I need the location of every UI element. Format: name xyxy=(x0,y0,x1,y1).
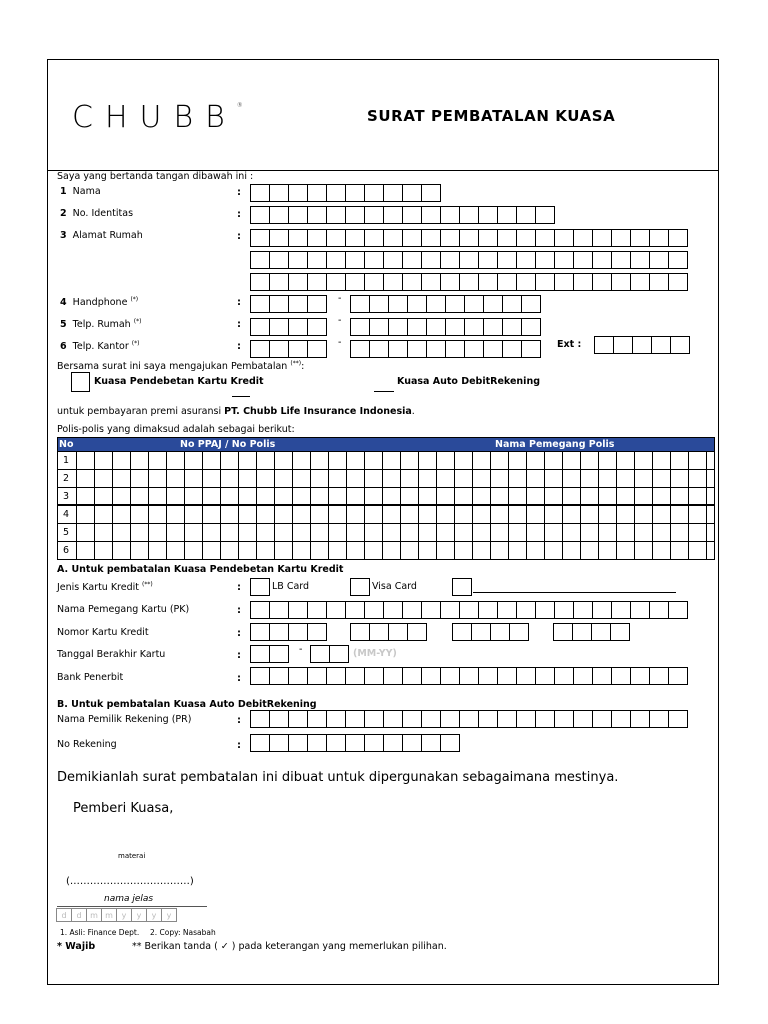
date-top-line xyxy=(57,906,207,907)
signature-date-boxes[interactable] xyxy=(57,908,177,922)
row-number: 4 xyxy=(63,509,70,520)
row-number: 6 xyxy=(63,545,70,556)
row-number: 1 xyxy=(63,455,70,466)
intro-text: Saya yang bertanda tangan dibawah ini : xyxy=(57,171,254,182)
telp-kantor-dash: - xyxy=(338,337,342,348)
telp-rumah-dash: - xyxy=(338,315,342,326)
handphone-number-boxes[interactable] xyxy=(350,295,541,313)
tanggal-year-boxes[interactable] xyxy=(310,645,349,663)
telp-kantor-prefix-boxes[interactable] xyxy=(250,340,327,358)
copy-nasabah: 2. Copy: Nasabah xyxy=(150,928,216,937)
telp-kantor-colon: : xyxy=(237,341,241,352)
policy-row[interactable] xyxy=(57,542,715,560)
bank-boxes[interactable] xyxy=(250,667,688,685)
kuasa-kartu-underline xyxy=(232,396,250,397)
date-box: y xyxy=(116,908,132,922)
row-grid xyxy=(76,542,714,559)
row-number: 2 xyxy=(63,473,70,484)
tanggal-month-boxes[interactable] xyxy=(250,645,289,663)
identitas-colon: : xyxy=(237,209,241,220)
handphone-prefix-boxes[interactable] xyxy=(250,295,327,313)
nomor-group-4[interactable] xyxy=(553,623,630,641)
date-box: y xyxy=(131,908,147,922)
bank-colon: : xyxy=(237,673,241,684)
kuasa-kartu-label: Kuasa Pendebetan Kartu Kredit xyxy=(94,376,264,387)
kuasa-kartu-checkbox[interactable] xyxy=(71,372,90,392)
tanggal-label: Tanggal Berakhir Kartu xyxy=(57,649,166,660)
ext-boxes[interactable] xyxy=(594,336,690,354)
other-card-line[interactable] xyxy=(473,592,676,593)
telp-rumah-label: 5 Telp. Rumah (*) xyxy=(60,318,142,331)
row-number: 5 xyxy=(63,527,70,538)
section-b-title: B. Untuk pembatalan Kuasa Auto DebitRekening xyxy=(57,699,317,710)
nama-pr-label: Nama Pemilik Rekening (PR) xyxy=(57,714,192,725)
tanggal-colon: : xyxy=(237,650,241,661)
identitas-label: 2 No. Identitas xyxy=(60,208,134,219)
alamat-boxes-2[interactable] xyxy=(250,251,688,269)
request-text: Bersama surat ini saya mengajukan Pembatalan (**): xyxy=(57,360,305,373)
alamat-boxes-3[interactable] xyxy=(250,273,688,291)
header-nama-pemegang: Nama Pemegang Polis xyxy=(495,439,615,450)
nama-pk-colon: : xyxy=(237,605,241,616)
handphone-dash: - xyxy=(338,293,342,304)
row-grid xyxy=(76,524,714,541)
nama-label: 1 Nama xyxy=(60,186,101,197)
nama-pk-boxes[interactable] xyxy=(250,601,688,619)
ext-label: Ext : xyxy=(557,339,582,350)
telp-kantor-number-boxes[interactable] xyxy=(350,340,541,358)
nomor-group-2[interactable] xyxy=(350,623,427,641)
signature-line[interactable]: (………………………………) xyxy=(66,876,194,887)
nama-jelas-label: nama jelas xyxy=(104,894,154,904)
date-box: d xyxy=(56,908,72,922)
policy-row[interactable] xyxy=(57,452,715,470)
pemberi-kuasa-label: Pemberi Kuasa, xyxy=(73,801,174,816)
rekening-label: No Rekening xyxy=(57,739,117,750)
materai-label: materai xyxy=(118,852,146,860)
header-no: No xyxy=(59,439,74,450)
nama-pr-boxes[interactable] xyxy=(250,710,688,728)
nomor-group-3[interactable] xyxy=(452,623,529,641)
row-grid xyxy=(76,470,714,487)
rekening-boxes[interactable] xyxy=(250,734,460,752)
alamat-colon: : xyxy=(237,231,241,242)
telp-rumah-prefix-boxes[interactable] xyxy=(250,318,327,336)
nomor-group-1[interactable] xyxy=(250,623,327,641)
rekening-colon: : xyxy=(237,740,241,751)
footnote-wajib: * Wajib xyxy=(57,941,96,952)
policies-intro: Polis-polis yang dimaksud adalah sebagai berikut: xyxy=(57,424,295,435)
nomor-colon: : xyxy=(237,628,241,639)
form-title: SURAT PEMBATALAN KUASA xyxy=(367,107,616,125)
row-number: 3 xyxy=(63,491,70,502)
policy-row[interactable] xyxy=(57,470,715,488)
row-grid xyxy=(76,488,714,504)
identitas-boxes[interactable] xyxy=(250,206,555,224)
date-box: m xyxy=(86,908,102,922)
row-grid xyxy=(76,452,714,469)
policy-row[interactable] xyxy=(57,524,715,542)
copy-asli: 1. Asli: Finance Dept. xyxy=(60,928,140,937)
tanggal-dash: - xyxy=(299,644,303,655)
jenis-kartu-label: Jenis Kartu Kredit (**) xyxy=(57,581,153,594)
tanggal-hint: (MM-YY) xyxy=(353,648,397,659)
other-card-checkbox[interactable] xyxy=(452,578,472,596)
date-box: m xyxy=(101,908,117,922)
date-box: y xyxy=(161,908,177,922)
telp-rumah-colon: : xyxy=(237,319,241,330)
bank-label: Bank Penerbit xyxy=(57,672,124,683)
visa-card-label: Visa Card xyxy=(372,581,417,592)
policy-row[interactable] xyxy=(57,506,715,524)
section-a-title: A. Untuk pembatalan Kuasa Pendebetan Kartu Kredit xyxy=(57,564,344,575)
alamat-label: 3 Alamat Rumah xyxy=(60,230,143,241)
nama-boxes[interactable] xyxy=(250,184,441,202)
lb-card-checkbox[interactable] xyxy=(250,578,270,596)
telp-kantor-label: 6 Telp. Kantor (*) xyxy=(60,340,140,353)
visa-card-checkbox[interactable] xyxy=(350,578,370,596)
row-grid xyxy=(76,506,714,523)
kuasa-auto-checkbox-line[interactable] xyxy=(374,391,394,392)
policy-table-header xyxy=(57,437,715,452)
telp-rumah-number-boxes[interactable] xyxy=(350,318,541,336)
header-no-polis: No PPAJ / No Polis xyxy=(180,439,276,450)
nomor-kartu-label: Nomor Kartu Kredit xyxy=(57,627,149,638)
kuasa-auto-label: Kuasa Auto DebitRekening xyxy=(397,376,541,387)
chubb-logo: CHUBB® xyxy=(72,100,243,135)
lb-card-label: LB Card xyxy=(272,581,310,592)
handphone-label: 4 Handphone (*) xyxy=(60,296,139,309)
nama-pr-colon: : xyxy=(237,715,241,726)
nama-pk-label: Nama Pemegang Kartu (PK) xyxy=(57,604,190,615)
nama-colon: : xyxy=(237,187,241,198)
date-box: d xyxy=(71,908,87,922)
alamat-boxes-1[interactable] xyxy=(250,229,688,247)
jenis-colon: : xyxy=(237,582,241,593)
closing-statement: Demikianlah surat pembatalan ini dibuat untuk dipergunakan sebagaimana mestinya. xyxy=(57,770,619,785)
date-box: y xyxy=(146,908,162,922)
policy-table xyxy=(57,437,715,560)
handphone-colon: : xyxy=(237,297,241,308)
footnote-berikan: ** Berikan tanda ( ✓ ) pada keterangan yang memerlukan pilihan. xyxy=(132,941,447,952)
premium-text: untuk pembayaran premi asuransi PT. Chubb Life Insurance Indonesia. xyxy=(57,406,415,417)
policy-row[interactable] xyxy=(57,488,715,506)
